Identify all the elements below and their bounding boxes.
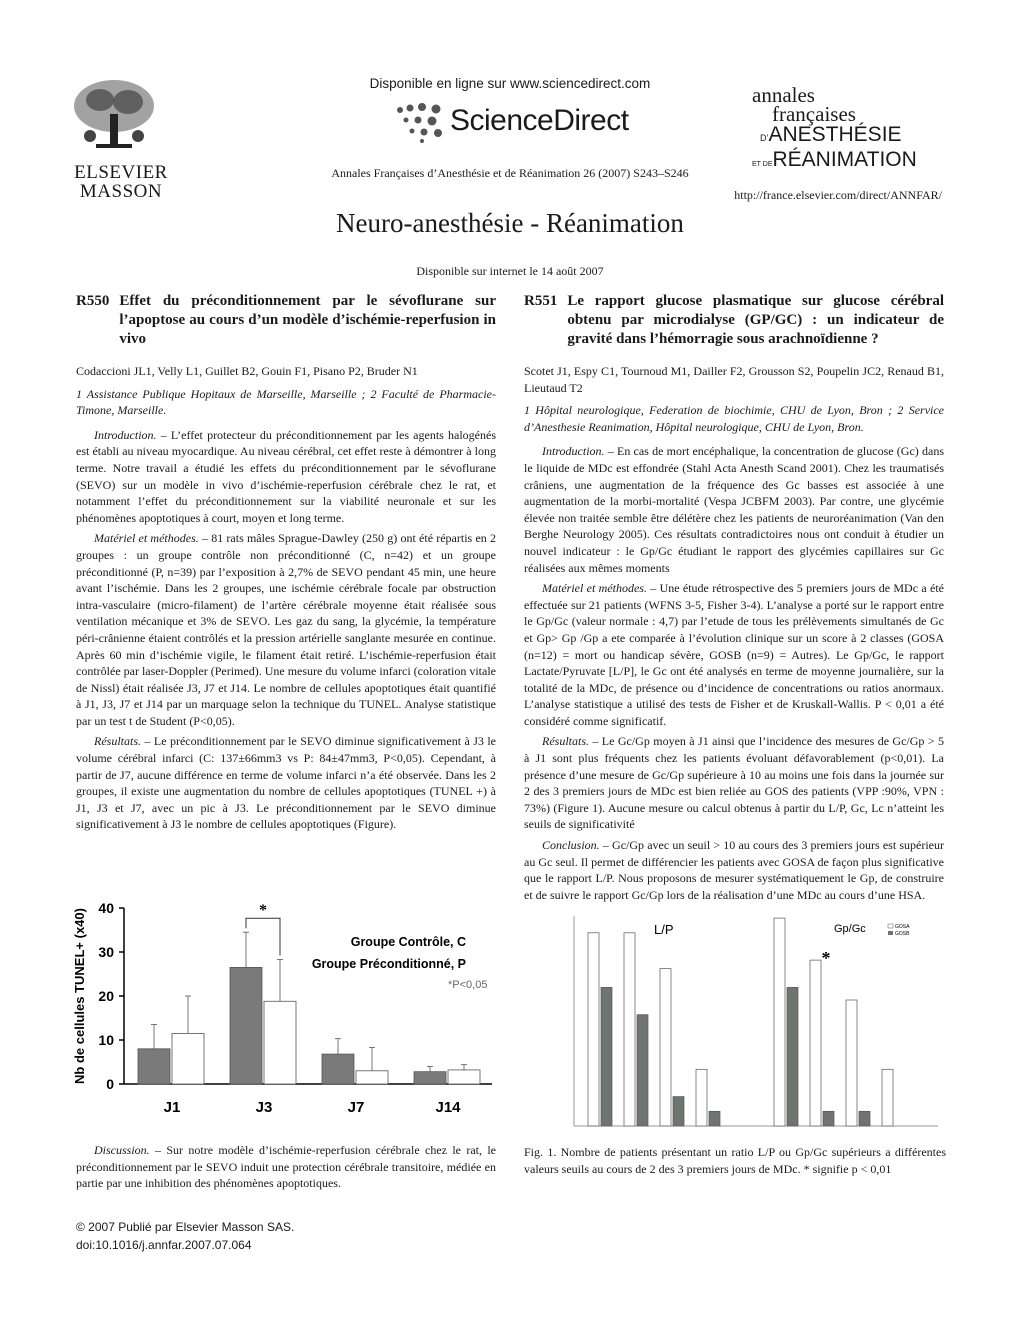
left-intro-paragraph [76, 427, 496, 527]
left-intro-text: – L’effet protecteur du préconditionnement par les agents halogénés est établi au niveau myocardique. Au niveau cérébral, cet effet reste à démontrer à long terme. Notre travail a étudié les effets du préconditionnement par le sévoflurane (SEVO) sur un modèle in vivo d’ischémie-reperfusion cérébrale chez le rat, et notamment l’effet du préconditionnement sur la viabilité neuronale et sur les phénomènes apoptotiques à court, moyen et long terme. [76, 427, 496, 525]
legend-gosb: GOSB [895, 931, 910, 937]
afar-logo [752, 83, 952, 176]
bar [230, 967, 262, 1084]
footer [76, 1218, 294, 1254]
legend-control: Groupe Contrôle, C [350, 935, 466, 949]
significance-bracket [246, 918, 280, 955]
section-title: Neuro-anesthésie - Réanimation [336, 208, 684, 238]
bar-gosa [774, 918, 785, 1126]
figure-caption: Fig. 1. Nombre de patients présentant un ratio L/P ou Gp/Gc supérieurs a différentes valeurs seuils au cours de 2 des 3 premiers jours de MDc. * signifie p < 0,01 [524, 1145, 946, 1176]
afar-line3: ANESTHÉSIE [768, 123, 902, 146]
left-discussion [76, 1142, 496, 1196]
threshold-bar-chart [522, 906, 944, 1140]
afar-line2: françaises [772, 102, 856, 126]
right-conclusion-paragraph [524, 837, 944, 903]
bar-gosb [787, 987, 798, 1126]
left-results-label: Résultats. [94, 734, 141, 749]
legend-swatch-gosa [888, 924, 893, 928]
bar [322, 1054, 354, 1084]
y-tick-label: 0 [106, 1076, 114, 1092]
bar [356, 1071, 388, 1084]
right-article-code: R551 [524, 293, 558, 309]
threshold-chart-svg [522, 906, 944, 1140]
bar-gosa [810, 960, 821, 1126]
bar-gosa [660, 969, 671, 1127]
right-intro-text: – En cas de mort encéphalique, la concentration de glucose (Gc) dans le liquide de MDc est effondrée (Stahl Acta Anesth Scand 2001). Chez les traumatisés crâniens, une augmentation de la fréquence des Gc basses est associée à une augmentation de la morbi-mortalité (Vespa JCBFM 2003). Par contre, une glycémie élevée non traitée semble être délétère chez les patients de neuroréanimation (Van den Berghe Neurology 2005). Ces résultats contradictoires nous ont conduit à étudier un nouvel indicateur : le Gp/Gc étudiant le rapport des glycémies capillaires sur Gc réalisées aux mêmes moments [524, 444, 944, 575]
left-methods-text: – 81 rats mâles Sprague-Dawley (250 g) ont été répartis en 2 groupes : un groupe contrôle non préconditionné (C, n=42) et un groupe préconditionné (P, n=39) par l’exposition à 2,7% de SEVO pendant 45 min, une heure avant l’ischémie. Dans les 2 groupes, une ischémie cérébrale focale par obstruction intra-vasculaire (micro-filament) de l’artère cérébrale moyenne était réalisée sous ventilation mécanique et 3% de SEVO. Les gaz du sang, la glycémie, la température péri-crânienne étaient contrôlés et la pression artérielle sanglante mesurée en continue. Après 60 min d’ischémie vigile, le filament était retiré. L’ischémie-reperfusion était contrôlée par laser-Doppler (Perimed). Une mesure du volume infarci (coloration vitale de Nissl) était réalisée J3, J7 et J14. Le nombre de cellules apoptotiques était quantifié à J1, J3, J7 et J14 par un marquage selon la technique du TUNEL. Analyse statistique par un test t de Student (P<0,05). [76, 531, 496, 728]
bar-gosa [588, 933, 599, 1126]
afar-line1: annales [752, 83, 815, 107]
journal-citation: Annales Françaises d’Anesthésie et de Réanimation 26 (2007) S243–S246 [331, 166, 689, 180]
left-methods-paragraph [76, 530, 496, 729]
bar-gosb [859, 1111, 870, 1126]
legend-precond: Groupe Préconditionné, P [311, 957, 466, 971]
left-results-paragraph [76, 733, 496, 833]
copyright: © 2007 Publié par Elsevier Masson SAS. [76, 1220, 295, 1234]
bar-gosb [823, 1111, 834, 1126]
significance-marker: * [259, 902, 267, 920]
journal-url[interactable]: http://france.elsevier.com/direct/ANNFAR/ [734, 188, 942, 202]
left-article-affiliations: 1 Assistance Publique Hopitaux de Marseille, Marseille ; 2 Faculté de Pharmacie-Timone, Marseille. [76, 386, 496, 418]
bar-gosb [709, 1111, 720, 1126]
right-article-title: Le rapport glucose plasmatique sur glucose cérébral obtenu par microdialyse (GP/GC) : un indicateur de gravité dans l’hémorragie sous arachnoïdienne ? [567, 293, 944, 347]
elsevier-line2: MASSON [79, 181, 163, 202]
right-results-paragraph [524, 733, 944, 833]
right-intro-paragraph [524, 443, 944, 576]
sciencedirect-wordmark: ScienceDirect [450, 104, 629, 137]
y-axis-label: Nb de cellules TUNEL+ (x40) [72, 908, 87, 1084]
x-tick-label: J3 [255, 1099, 273, 1116]
right-article-authors: Scotet J1, Espy C1, Tournoud M1, Dailler F2, Grousson S2, Poupelin JC2, Renaud B1, Lieutaud T2 [524, 364, 944, 395]
y-tick-label: 10 [98, 1032, 114, 1048]
left-article-code: R550 [76, 293, 110, 309]
y-tick-label: 30 [98, 944, 114, 960]
bar-gosb [637, 1015, 648, 1126]
bar-gosa [846, 1000, 857, 1126]
right-conclusion-text: – Gc/Gp avec un seuil > 10 au cours des 3 premiers jours est supérieur au Gc seul. Il permet de différencier les patients avec GOSA de façon plus significative que le rapport L/P. Nous proposons de mesurer systématiquement le Gp, de construire et de suivre le rapport Gc/Gp lors de la réalisation d’une MDc au cours d’une HSA. [524, 838, 944, 902]
left-methods-label: Matériel et méthodes. [94, 531, 199, 546]
left-article [76, 292, 496, 837]
right-methods-label: Matériel et méthodes. [542, 581, 647, 596]
right-methods-paragraph [524, 580, 944, 729]
bar [264, 1001, 296, 1084]
bar-gosb [601, 987, 612, 1126]
x-tick-label: J14 [435, 1099, 461, 1116]
bar-gosa [624, 933, 635, 1126]
x-tick-label: J7 [347, 1099, 365, 1116]
tunel-bar-chart [66, 888, 508, 1128]
elsevier-tree-icon [66, 78, 162, 158]
left-article-heading [76, 292, 496, 349]
right-results-label: Résultats. [542, 734, 589, 749]
significance-marker: * [821, 948, 831, 968]
doi: doi:10.1016/j.annfar.2007.07.064 [76, 1238, 252, 1252]
legend-gosa: GOSA [895, 924, 910, 930]
right-methods-text: – Une étude rétrospective des 5 premiers jours de MDc a été effectuée sur 21 patients (WFNS 3-5, Fisher 3-4). L’analyse a porté sur le rapport entre le Gp/Gc (valeur normale : 4,7) par l’etude de tous les prélèvements simultanés de Gc et Gp> Gp /Gp a ete comparée à l’évolution clinique sur un score à 2 classes (GOSA (n=12) = mort ou handicap sévère, GOSB (n=9) = Autres). Le Gp/Gc, le rapport Lactate/Pyruvate [L/P], le Gc ont été analysés en terme de moyenne journalière, sur la totalité de la MDc, de présence ou d’incidence de concentrations ou ratios anormaux. L’analyse statistique a utilisé des tests de Fisher et de Kruskall-Wallis. P < 0,01 a été considéré comme significatif. [524, 581, 944, 728]
y-tick-label: 40 [98, 900, 114, 916]
afar-prefix1: D’ [760, 133, 769, 143]
left-discussion-label: Discussion. [94, 1143, 150, 1157]
right-article [524, 292, 944, 907]
sciencedirect-tagline: Disponible en ligne sur www.sciencedirect.com [369, 76, 651, 91]
x-tick-label: J1 [163, 1099, 181, 1116]
right-intro-label: Introduction. [542, 444, 605, 459]
right-article-heading [524, 292, 944, 349]
afar-line4: RÉANIMATION [772, 148, 917, 171]
left-intro-label: Introduction. [94, 427, 157, 442]
afar-line3-row [760, 124, 952, 149]
left-article-authors: Codaccioni JL1, Velly L1, Guillet B2, Gouin F1, Pisano P2, Bruder N1 [76, 364, 418, 378]
left-discussion-text: – Sur notre modèle d’ischémie-reperfusion cérébrale chez le rat, le préconditionnement par le SEVO induit une protection cérébrale transitoire, médiée en partie par une inhibition des phénomènes apoptotiques. [76, 1143, 496, 1191]
right-results-text: – Le Gc/Gp moyen à J1 ainsi que l’incidence des mesures de Gc/Gp > 5 à J1 sont plus fréquents chez les patients évoluant défavorablement (p<0,01). La présence d’une mesure de Gc/Gp supérieure à 10 au moins une fois dans la journée sur 2 des 3 premiers jours de MDc est bien reliée au GOS des patients (VPP :90%, VPN : 73%) (Figure 1). Aucune mesure ou calcul obtenus à partir du L/P, Gc, Lc n’atteint les seuils de significativité [524, 734, 944, 832]
sciencedirect-dots-icon [392, 100, 452, 144]
bar [138, 1049, 170, 1084]
legend-swatch-gosb [888, 931, 893, 935]
afar-prefix2: ET DE [752, 161, 773, 168]
panel-title-lp: L/P [654, 922, 674, 937]
left-discussion-paragraph [76, 1142, 496, 1192]
right-article-affiliations: 1 Hôpital neurologique, Federation de biochimie, CHU de Lyon, Bron ; 2 Service d’Anesthesie Reanimation, Hôpital neurologique, CHU de Lyon, Bron. [524, 403, 944, 434]
elsevier-masson-logo [66, 78, 176, 204]
sciencedirect-logo [392, 100, 662, 144]
left-results-text: – Le préconditionnement par le SEVO diminue significativement à J3 le volume cérébral infarci (C: 137±66mm3 vs P: 84±47mm3, P<0,05). Cependant, à partir de J7, aucune différence en terme de volume infarci n’a été observée. Dans les 2 groupes, il existe une augmentation du nombre de cellules apoptotiques (TUNEL +) à J1, J3 et J7, avec un pic à J3. Le préconditionnement par le SEVO diminue significativement à J3 le nombre de cellules apoptotiques (Figure). [76, 734, 496, 832]
bar [172, 1033, 204, 1084]
bar-gosb [673, 1097, 684, 1126]
bar [414, 1072, 446, 1084]
afar-line4-row [752, 149, 952, 175]
significance-note: *P<0,05 [448, 979, 488, 991]
online-date: Disponible sur internet le 14 août 2007 [416, 264, 604, 278]
panel-title-gpgc: Gp/Gc [834, 923, 866, 935]
y-tick-label: 20 [98, 988, 114, 1004]
bar-gosa [882, 1069, 893, 1126]
left-article-title: Effet du préconditionnement par le sévoflurane sur l’apoptose au cours d’un modèle d’ischémie-reperfusion in vivo [119, 293, 496, 347]
tunel-chart-svg [66, 888, 508, 1128]
right-conclusion-label: Conclusion. [542, 838, 600, 853]
elsevier-line1: ELSEVIER [74, 162, 168, 183]
bar-gosa [696, 1069, 707, 1126]
bar [448, 1070, 480, 1084]
